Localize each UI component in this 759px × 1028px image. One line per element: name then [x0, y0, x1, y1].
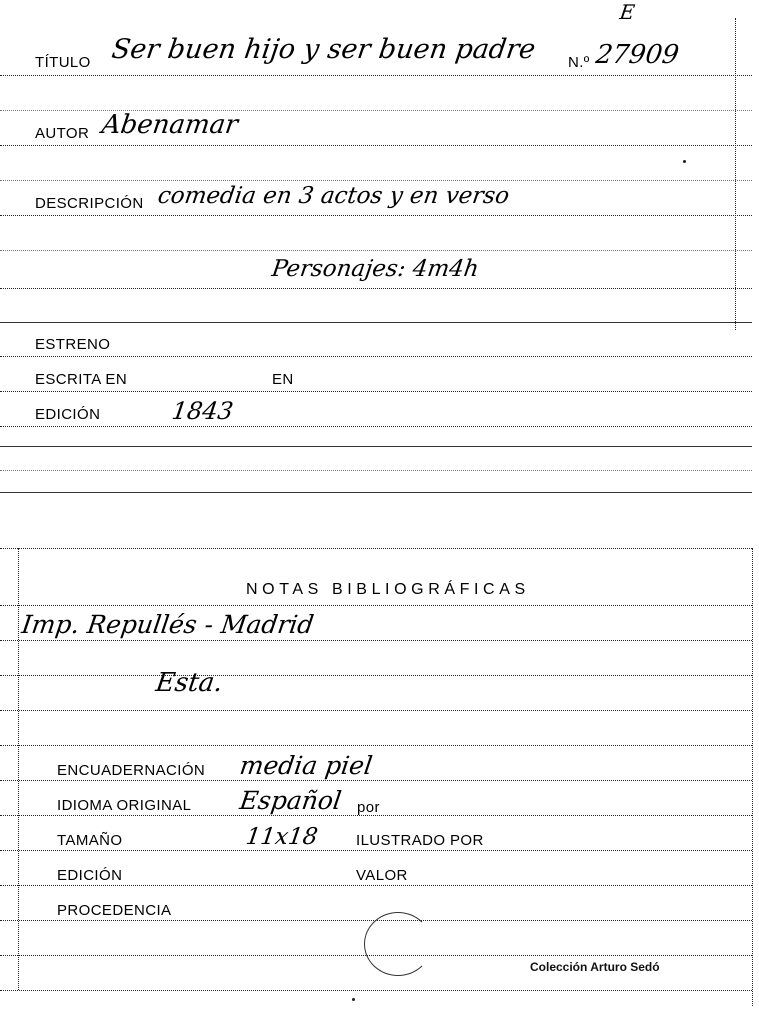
ruled-line: [0, 322, 752, 323]
author-label: AUTOR: [35, 125, 90, 142]
title-label: TÍTULO: [35, 54, 91, 71]
written-in-label: ESCRITA EN: [35, 371, 128, 388]
ruled-line: [0, 605, 752, 606]
in-label: EN: [272, 371, 294, 388]
note-line: Esta.: [153, 668, 225, 698]
ruled-line: [0, 250, 752, 251]
title-value: Ser buen hijo y ser buen padre: [109, 34, 538, 65]
premiere-label: ESTRENO: [35, 336, 111, 353]
edition-label: EDICIÓN: [35, 406, 101, 423]
ruled-line: [0, 850, 752, 851]
number-prefix: E: [618, 0, 637, 24]
ruled-line: [0, 426, 752, 427]
ruled-line: [0, 990, 752, 991]
ruled-line: [0, 75, 752, 76]
notes-heading: NOTAS BIBLIOGRÁFICAS: [246, 581, 530, 598]
ruled-line: [0, 145, 752, 146]
value-label: VALOR: [356, 867, 408, 884]
ruled-line: [0, 215, 752, 216]
ruled-line: [0, 885, 752, 886]
translator-label: por: [357, 799, 380, 816]
description-label: DESCRIPCIÓN: [35, 195, 144, 212]
stamp-circle: [364, 912, 432, 976]
number-value: 27909: [593, 40, 681, 70]
card-bottom-edge: [0, 492, 752, 493]
number-label: N.º: [568, 54, 590, 71]
card-top-edge: [0, 548, 752, 549]
description-value: comedia en 3 actos y en verso: [156, 183, 511, 209]
characters-value: Personajes: 4m4h: [270, 256, 481, 282]
collection-mark: Colección Arturo Sedó: [530, 960, 660, 974]
ink-speck: [683, 160, 686, 163]
ruled-line: [0, 180, 752, 181]
binding-value: media piel: [237, 751, 375, 780]
language-value: Español: [237, 786, 344, 815]
ruled-line: [0, 446, 752, 447]
note-line: Imp. Repullés - Madrid: [19, 610, 316, 639]
ruled-line: [0, 675, 752, 676]
card-left-edge: [18, 548, 19, 990]
binding-label: ENCUADERNACIÓN: [57, 762, 206, 779]
ruled-line: [0, 745, 752, 746]
card-right-edge: [735, 18, 736, 330]
ruled-line: [0, 391, 752, 392]
catalog-card-back: [0, 540, 759, 1028]
provenance-label: PROCEDENCIA: [57, 902, 172, 919]
illustrator-label: ILUSTRADO POR: [356, 832, 484, 849]
ink-speck: [352, 998, 355, 1001]
size-label: TAMAÑO: [57, 832, 123, 849]
edition-value: 1843: [170, 397, 236, 425]
card-right-edge: [752, 548, 753, 1006]
catalog-card-front: [0, 0, 759, 500]
ruled-line: [0, 710, 752, 711]
language-label: IDIOMA ORIGINAL: [57, 797, 192, 814]
ruled-line: [0, 780, 752, 781]
edition-label: EDICIÓN: [57, 867, 123, 884]
ruled-line: [0, 470, 752, 471]
ruled-line: [0, 288, 752, 289]
author-value: Abenamar: [99, 110, 240, 140]
size-value: 11x18: [244, 824, 320, 850]
ruled-line: [0, 640, 752, 641]
ruled-line: [0, 356, 752, 357]
